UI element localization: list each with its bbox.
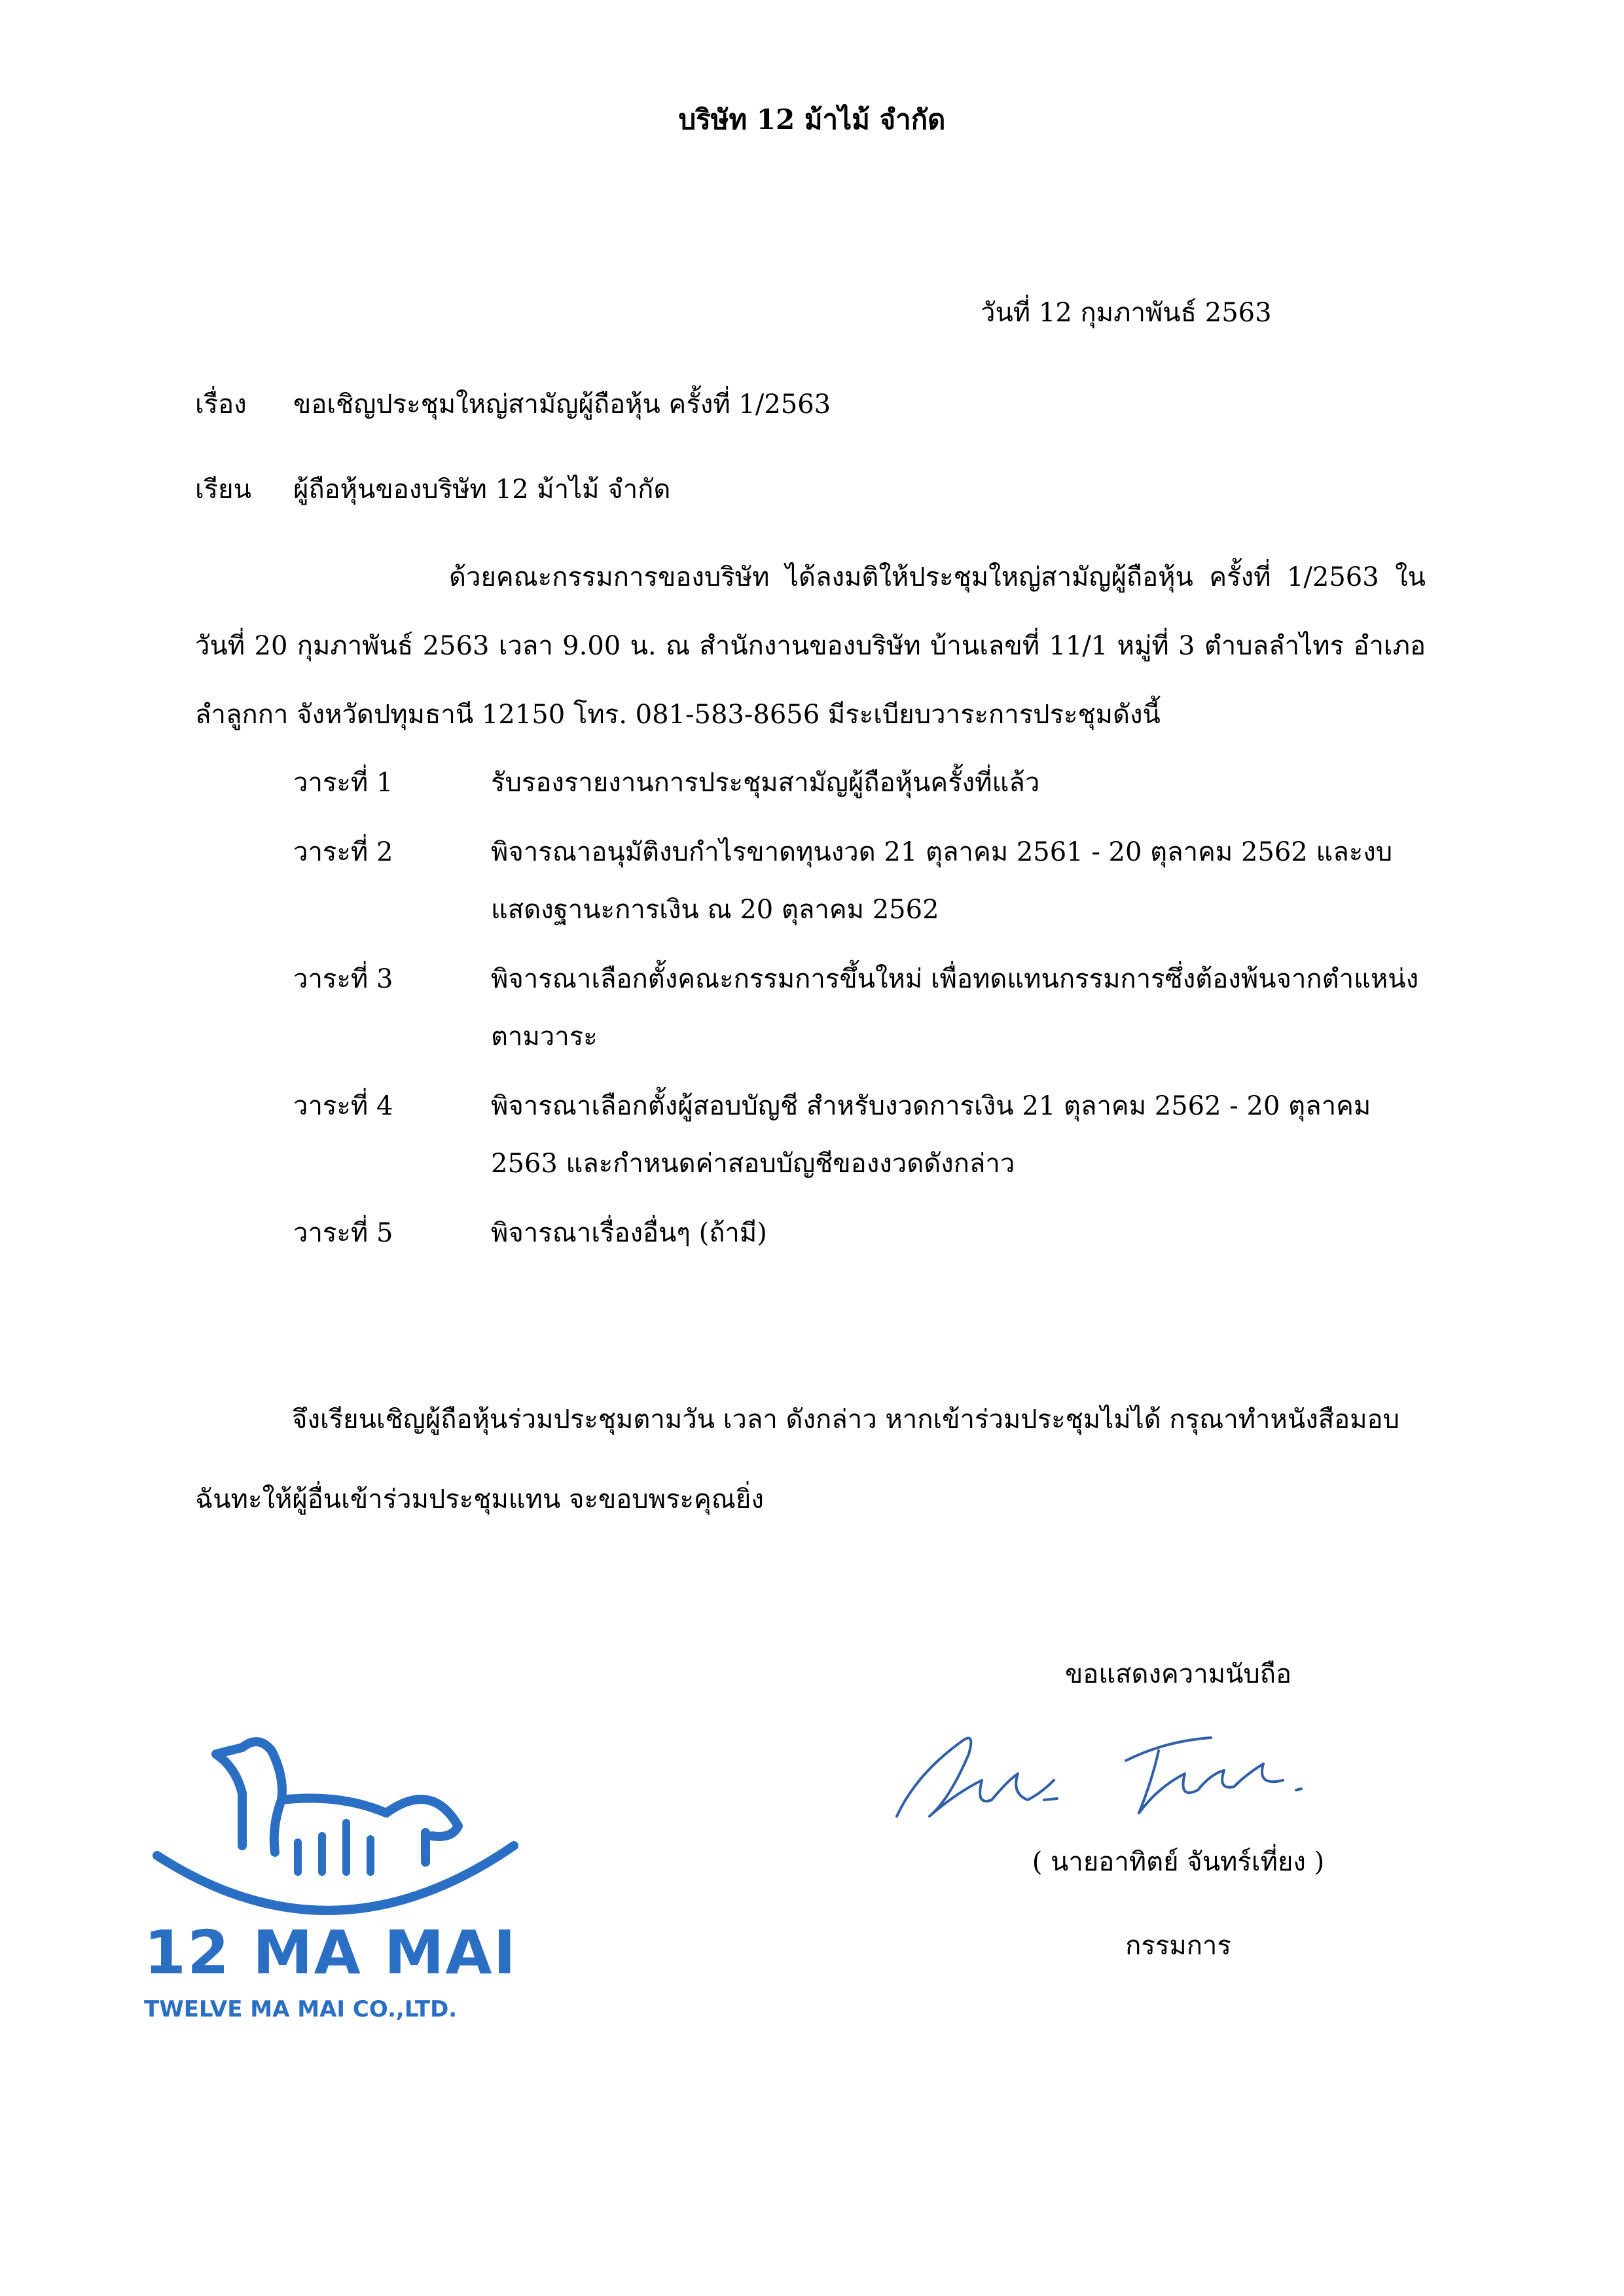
closing-regards: ขอแสดงความนับถือ bbox=[1064, 1659, 1292, 1689]
company-title: บริษัท 12 ม้าไม้ จำกัด bbox=[678, 103, 946, 135]
closing-paragraph: จึงเรียนเชิญผู้ถือหุ้นร่วมประชุมตามวัน เวลา ดังกล่าว หากเข้าร่วมประชุมไม่ได้ กรุณาทำหนังสือมอบฉันทะให้ผู้อื่นเข้าร่วมประชุมแทน จะขอบพระคุณยิ่ง bbox=[195, 1405, 1399, 1515]
subject-row bbox=[195, 383, 831, 425]
agenda-item bbox=[293, 950, 1432, 1066]
agenda-item bbox=[293, 823, 1432, 939]
signer-position: กรรมการ bbox=[1125, 1931, 1231, 1961]
agenda-list bbox=[293, 754, 1432, 1274]
intro-paragraph: ด้วยคณะกรรมการของบริษัท ได้ลงมติให้ประชุมใหญ่สามัญผู้ถือหุ้น ครั้งที่ 1/2563 ในวันที่ 20 กุมภาพันธ์ 2563 เวลา 9.00 น. ณ สำนักงานของบริษัท บ้านเลขที่ 11/1 หมู่ที่ 3 ตำบลลำไทร อำเภอลำลูกกา จังหวัดปทุมธานี 12150 โทร. 081-583-8656 มีระเบียบวาระการประชุมดังนี้ bbox=[195, 562, 1426, 730]
recipient-text: ผู้ถือหุ้นของบริษัท 12 ม้าไม้ จำกัด bbox=[293, 475, 671, 505]
agenda-text: รับรองรายงานการประชุมสามัญผู้ถือหุ้นครั้งที่แล้ว bbox=[491, 768, 1040, 798]
agenda-text: พิจารณาเลือกตั้งคณะกรรมการขึ้นใหม่ เพื่อทดแทนกรรมการซึ่งต้องพ้นจากตำแหน่งตามวาระ bbox=[491, 964, 1419, 1052]
logo-name: 12 MA MAI bbox=[144, 1918, 517, 1988]
recipient-row bbox=[195, 468, 670, 510]
subject-label: เรื่อง bbox=[195, 389, 247, 420]
handwritten-signature bbox=[877, 1702, 1362, 1846]
agenda-item bbox=[293, 1204, 1432, 1262]
subject-text: ขอเชิญประชุมใหญ่สามัญผู้ถือหุ้น ครั้งที่ 1/2563 bbox=[293, 389, 831, 420]
agenda-text: พิจารณาอนุมัติงบกำไรขาดทุนงวด 21 ตุลาคม 2561 - 20 ตุลาคม 2562 และงบแสดงฐานะการเงิน ณ 20 ตุลาคม 2562 bbox=[491, 837, 1393, 925]
logo-subtitle: TWELVE MA MAI CO.,LTD. bbox=[144, 1996, 458, 2022]
recipient-label: เรียน bbox=[195, 475, 251, 505]
agenda-number: วาระที่ 4 bbox=[293, 1091, 393, 1121]
rocking-horse-icon bbox=[144, 1715, 537, 1924]
agenda-number: วาระที่ 2 bbox=[293, 837, 393, 867]
agenda-item bbox=[293, 1077, 1432, 1193]
signer-name: ( นายอาทิตย์ จันทร์เที่ยง ) bbox=[1032, 1847, 1325, 1877]
agenda-number: วาระที่ 3 bbox=[293, 964, 393, 994]
agenda-item bbox=[293, 754, 1432, 812]
company-logo bbox=[144, 1715, 537, 2055]
agenda-number: วาระที่ 1 bbox=[293, 768, 393, 798]
agenda-text: พิจารณาเรื่องอื่นๆ (ถ้ามี) bbox=[491, 1218, 767, 1248]
agenda-text: พิจารณาเลือกตั้งผู้สอบบัญชี สำหรับงวดการเงิน 21 ตุลาคม 2562 - 20 ตุลาคม 2563 และกำหนดค่าสอบบัญชีของงวดดังกล่าว bbox=[491, 1091, 1371, 1179]
letter-date: วันที่ 12 กุมภาพันธ์ 2563 bbox=[981, 298, 1272, 328]
agenda-number: วาระที่ 5 bbox=[293, 1218, 393, 1248]
